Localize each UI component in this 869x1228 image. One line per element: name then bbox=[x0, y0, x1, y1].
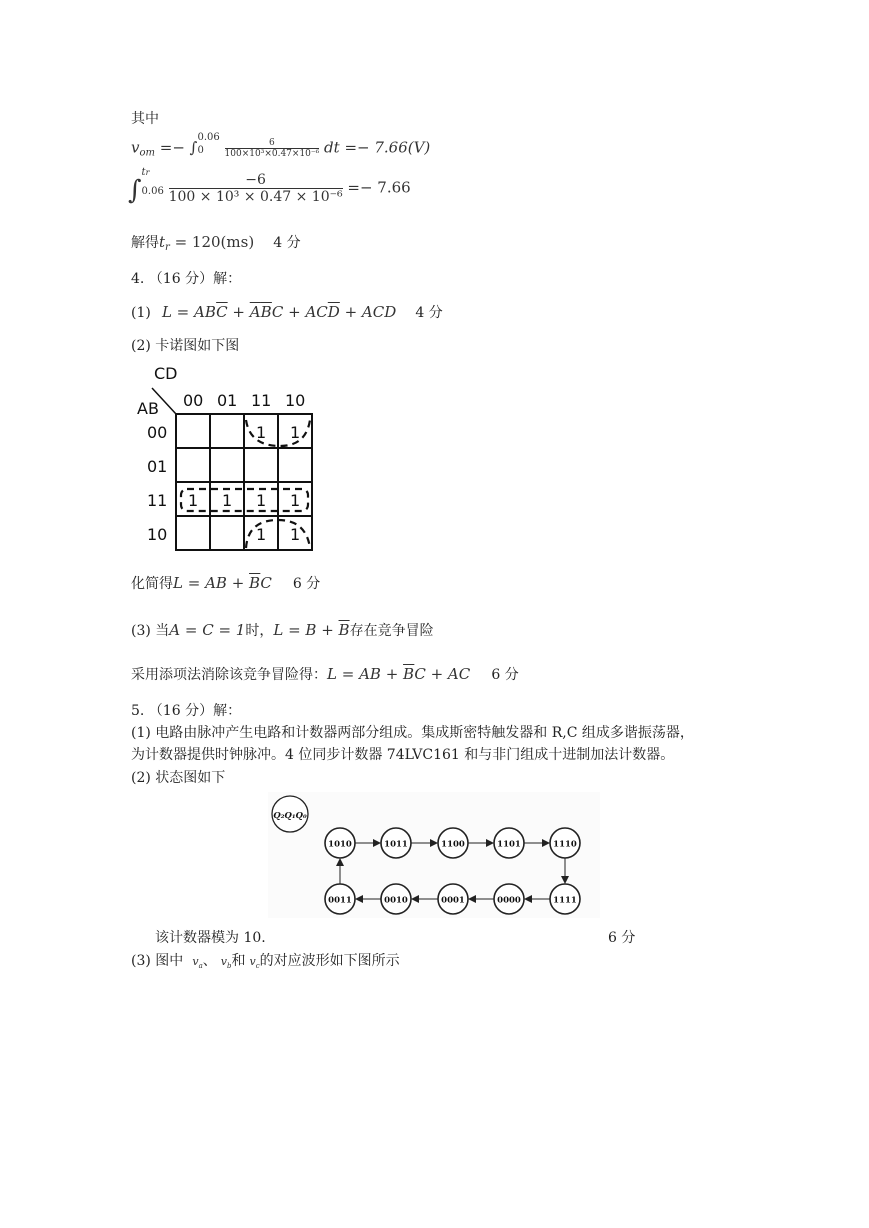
q4-3-prefix: (3) 当 bbox=[131, 623, 170, 639]
vom-fraction bbox=[225, 138, 320, 159]
vb-symbol: v bbox=[220, 955, 227, 968]
q4-3-shi: 时， bbox=[245, 623, 274, 639]
int2-lower-limit: 0.06 bbox=[141, 185, 164, 197]
kmap-row-01: 01 bbox=[147, 457, 168, 476]
vom-numerator: 6 bbox=[225, 138, 320, 149]
q4-part1 bbox=[131, 302, 443, 322]
integral-sign: ∫ bbox=[128, 175, 142, 206]
tr-subscript: r bbox=[165, 242, 170, 253]
q5-part2: (2) 状态图如下 bbox=[131, 770, 226, 786]
va-symbol: v bbox=[192, 955, 199, 968]
equation-integral-tr bbox=[128, 166, 411, 206]
vom-symbol: v bbox=[131, 138, 140, 157]
vom-equals-integral: =− ∫ bbox=[155, 138, 198, 157]
label-huajian: 化简得 bbox=[131, 576, 173, 592]
vb-subscript: b bbox=[227, 962, 232, 970]
score-6a: 6 分 bbox=[292, 576, 321, 592]
state-label-0011: 0011 bbox=[328, 895, 352, 906]
state-label-1100: 1100 bbox=[441, 839, 465, 850]
state-label-1110: 1110 bbox=[553, 839, 577, 850]
q5-part3 bbox=[131, 950, 400, 970]
kmap-ab-label: AB bbox=[137, 399, 159, 418]
kmap-col-00: 00 bbox=[183, 391, 204, 410]
kmap-col-10: 10 bbox=[285, 391, 306, 410]
int2-upper-limit: t bbox=[141, 166, 146, 178]
score-4b: 4 分 bbox=[415, 305, 443, 321]
state-label-0000: 0000 bbox=[497, 895, 521, 906]
state-label-1101: 1101 bbox=[497, 839, 521, 850]
int2-fraction bbox=[169, 172, 343, 205]
line-caiyong bbox=[131, 664, 519, 684]
label-he: 和 bbox=[231, 953, 246, 969]
q4-3-condition: A = C = 1 bbox=[169, 621, 246, 639]
int2-numerator: −6 bbox=[169, 172, 343, 189]
q4-3-cunzai: 存在竞争冒险 bbox=[349, 623, 434, 639]
state-legend-label: Q₂Q₁Q₀ bbox=[273, 811, 307, 821]
state-label-1010: 1010 bbox=[328, 839, 352, 850]
kmap-cell-r0-c2: 1 bbox=[256, 423, 267, 442]
state-diagram bbox=[268, 792, 600, 918]
va-subscript: a bbox=[198, 962, 203, 970]
equation-L-simplified: L = AB + $\overline{B}C$ bbox=[173, 574, 272, 592]
kmap-cell-r2-c3: 1 bbox=[290, 491, 301, 510]
kmap-row-10: 10 bbox=[147, 525, 168, 544]
q5-part1-line2: 为计数器提供时钟脉冲。4 位同步计数器 74LVC161 和与非门组成十进制加法计数器。 bbox=[131, 747, 675, 763]
equation-vom bbox=[131, 131, 431, 159]
int2-limits bbox=[141, 166, 164, 198]
kmap-cd-label: CD bbox=[154, 364, 178, 383]
int2-tail: =− 7.66 bbox=[347, 178, 411, 197]
int2-upper-sub: r bbox=[145, 167, 150, 177]
vom-tail: dt =− 7.66(V) bbox=[324, 138, 431, 157]
label-jiede: 解得 bbox=[131, 235, 159, 251]
karnaugh-map bbox=[130, 362, 320, 552]
kmap-col-01: 01 bbox=[217, 391, 238, 410]
label-qizhong: 其中 bbox=[131, 111, 159, 127]
q5-part1-line1: (1) 电路由脉冲产生电路和计数器两部分组成。集成斯密特触发器和 R,C 组成多谐振荡器， bbox=[131, 725, 694, 741]
counter-modulo: 该计数器模为 10. bbox=[155, 930, 266, 946]
kmap-cell-r2-c1: 1 bbox=[222, 491, 233, 510]
kmap-col-11: 11 bbox=[251, 391, 272, 410]
state-label-1011: 1011 bbox=[384, 839, 408, 850]
score-4a: 4 分 bbox=[273, 235, 301, 251]
kmap-cell-r3-c2: 1 bbox=[256, 525, 267, 544]
kmap-cell-r3-c3: 1 bbox=[290, 525, 301, 544]
tr-symbol: t bbox=[159, 233, 166, 251]
kmap-cell-r2-c2: 1 bbox=[256, 491, 267, 510]
kmap-cell-r0-c3: 1 bbox=[290, 423, 301, 442]
tr-value: = 120(ms) bbox=[169, 233, 255, 251]
kmap-row-00: 00 bbox=[147, 423, 168, 442]
state-label-0001: 0001 bbox=[441, 895, 465, 906]
q4-heading: 4. （16 分）解： bbox=[131, 271, 242, 287]
separator: 、 bbox=[202, 953, 217, 969]
kmap-row-11: 11 bbox=[147, 491, 168, 510]
q4-part3 bbox=[131, 620, 434, 640]
vom-lower-limit: 0 bbox=[197, 144, 204, 156]
score-6b: 6 分 bbox=[491, 667, 519, 683]
label-caiyong: 采用添项法消除该竞争冒险得： bbox=[131, 667, 327, 683]
state-label-0010: 0010 bbox=[384, 895, 408, 906]
equation-L-full: $L = AB\overline{C} + \overline{A}\overline{B}C + AC\overline{D}$ + ACD bbox=[161, 303, 397, 321]
equation-L-fixed: L = AB + $\overline{B}C$ + AC bbox=[327, 665, 471, 683]
vom-upper-limit: 0.06 bbox=[197, 131, 220, 143]
equation-L-hazard: $L = B + \overline{B}$ bbox=[273, 621, 350, 639]
kmap-cell-r2-c0: 1 bbox=[188, 491, 199, 510]
score-6c: 6 分 bbox=[608, 930, 636, 946]
q4-part2: (2) 卡诺图如下图 bbox=[131, 338, 240, 354]
line-jiede bbox=[131, 232, 301, 253]
vc-symbol: v bbox=[249, 955, 256, 968]
q4-1-prefix: (1) bbox=[131, 305, 151, 321]
line-huajian bbox=[131, 573, 320, 593]
q5-3-tail: 的对应波形如下图所示 bbox=[259, 953, 400, 969]
state-label-1111: 1111 bbox=[553, 895, 577, 906]
q5-3-prefix: (3) 图中 bbox=[131, 953, 184, 969]
q5-heading: 5. （16 分）解： bbox=[131, 703, 242, 719]
int2-denominator: 100 × 10³ × 0.47 × 10⁻⁶ bbox=[168, 189, 343, 205]
vom-limits bbox=[197, 131, 220, 157]
vc-subscript: c bbox=[255, 962, 260, 970]
vom-subscript: om bbox=[139, 147, 155, 159]
vom-denominator: 100×10³×0.47×10⁻⁶ bbox=[224, 149, 320, 159]
